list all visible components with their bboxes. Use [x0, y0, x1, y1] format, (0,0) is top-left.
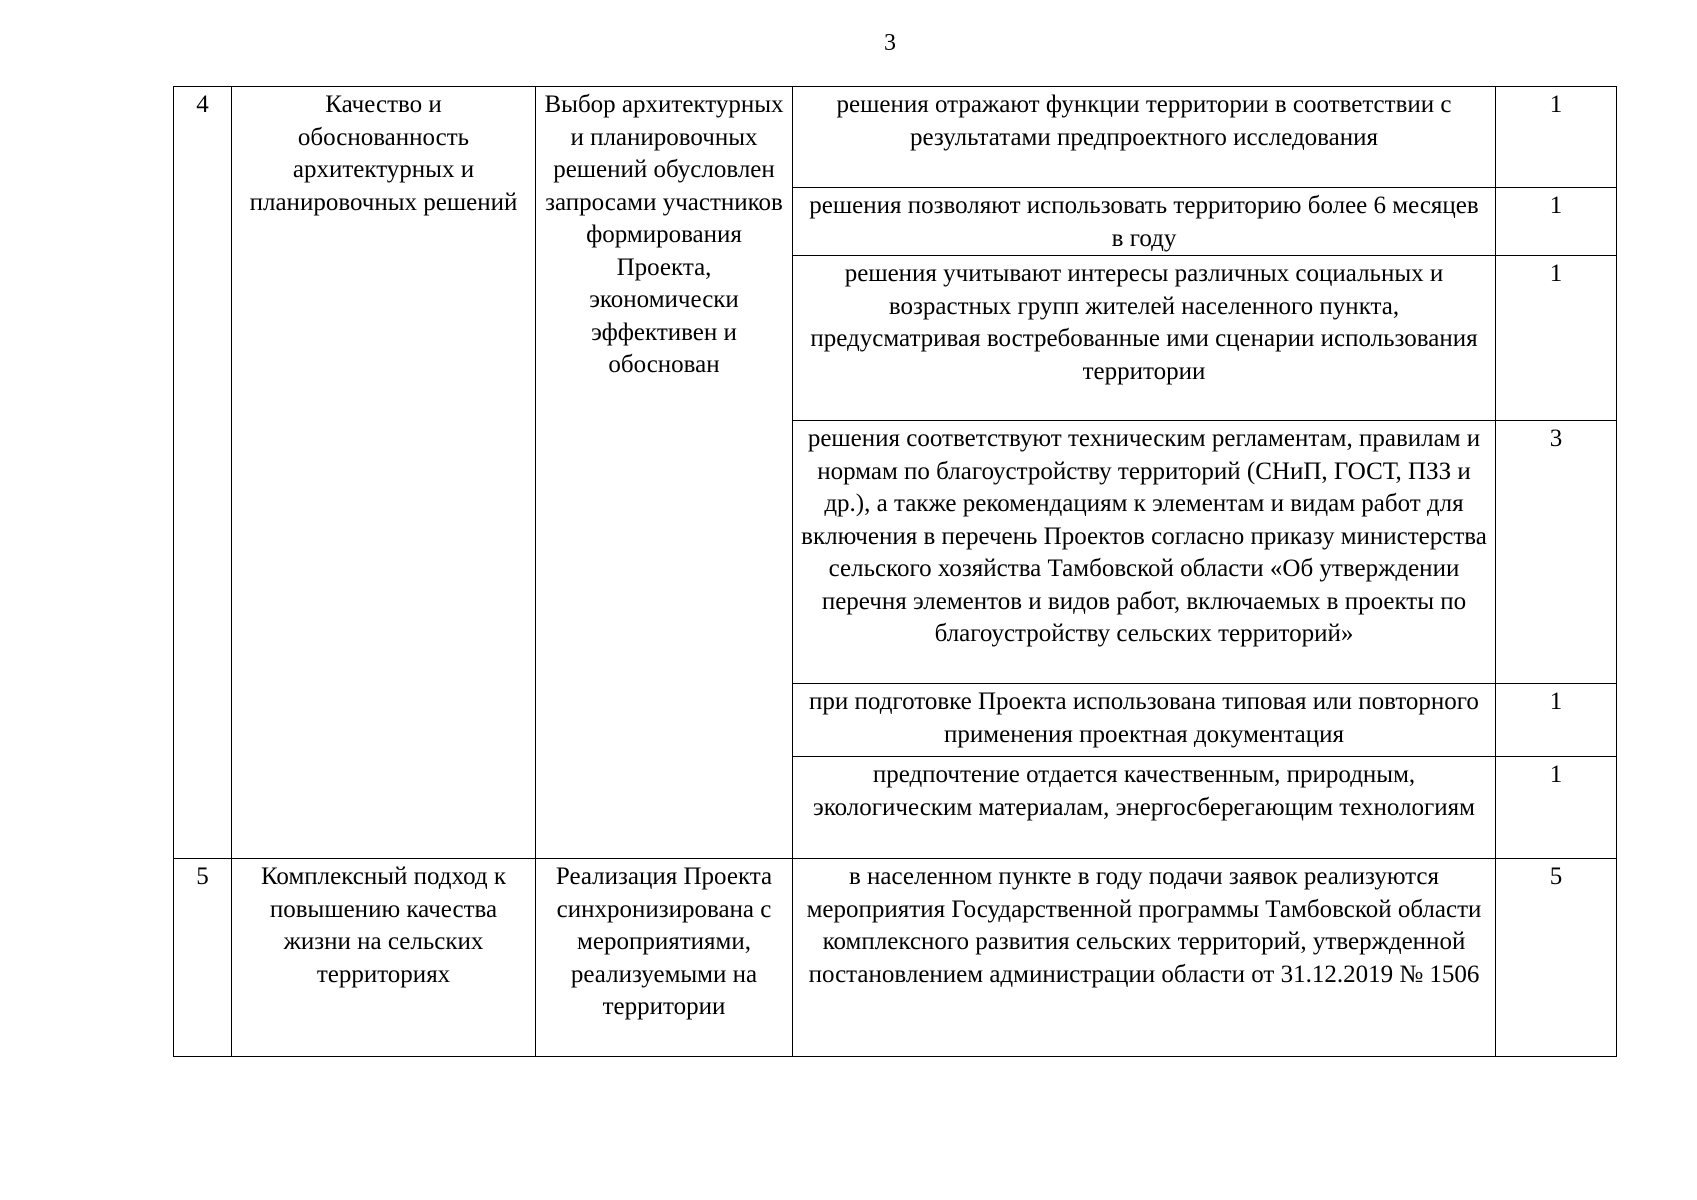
criterion-cell: Комплексный подход к повышению качества жизни на сельских территориях: [232, 859, 536, 1057]
score-cell: 1: [1496, 87, 1617, 188]
criterion-cell: Качество и обоснованность архитектурных и планировочных решений: [232, 87, 536, 859]
criteria-table: [173, 86, 1617, 1057]
condition-cell: решения учитывают интересы различных социальных и возрастных групп жителей населенного пункта, предусматривая востребованные ими сценарии использования территории: [793, 256, 1496, 421]
description-cell: Реализация Проекта синхронизирована с мероприятиями, реализуемыми на территории: [536, 859, 793, 1057]
table-row: [174, 87, 1617, 188]
score-cell: 1: [1496, 256, 1617, 421]
score-cell: 1: [1496, 188, 1617, 256]
condition-cell: решения позволяют использовать территорию более 6 месяцев в году: [793, 188, 1496, 256]
condition-cell: решения соответствуют техническим регламентам, правилам и нормам по благоустройству территорий (СНиП, ГОСТ, ПЗЗ и др.), а также рекомендациям к элементам и видам работ для включения в перечень Проектов согласно приказу министерства сельского хозяйства Тамбовской области «Об утверждении перечня элементов и видов работ, включаемых в проекты по благоустройству сельских территорий»: [793, 421, 1496, 684]
condition-cell: при подготовке Проекта использована типовая или повторного применения проектная документация: [793, 684, 1496, 757]
score-cell: 1: [1496, 757, 1617, 859]
score-cell: 1: [1496, 684, 1617, 757]
row-number-cell: 4: [174, 87, 232, 859]
condition-cell: решения отражают функции территории в соответствии с результатами предпроектного исследования: [793, 87, 1496, 188]
row-number-cell: 5: [174, 859, 232, 1057]
score-cell: 3: [1496, 421, 1617, 684]
score-cell: 5: [1496, 859, 1617, 1057]
condition-cell: предпочтение отдается качественным, природным, экологическим материалам, энергосберегающим технологиям: [793, 757, 1496, 859]
page-number: 3: [884, 30, 896, 56]
description-cell: Выбор архитектурных и планировочных решений обусловлен запросами участников формирования Проекта, экономически эффективен и обоснован: [536, 87, 793, 859]
table-row: [174, 859, 1617, 1057]
condition-cell: в населенном пункте в году подачи заявок реализуются мероприятия Государственной программы Тамбовской области комплексного развития сельских территорий, утвержденной постановлением администрации области от 31.12.2019 № 1506: [793, 859, 1496, 1057]
